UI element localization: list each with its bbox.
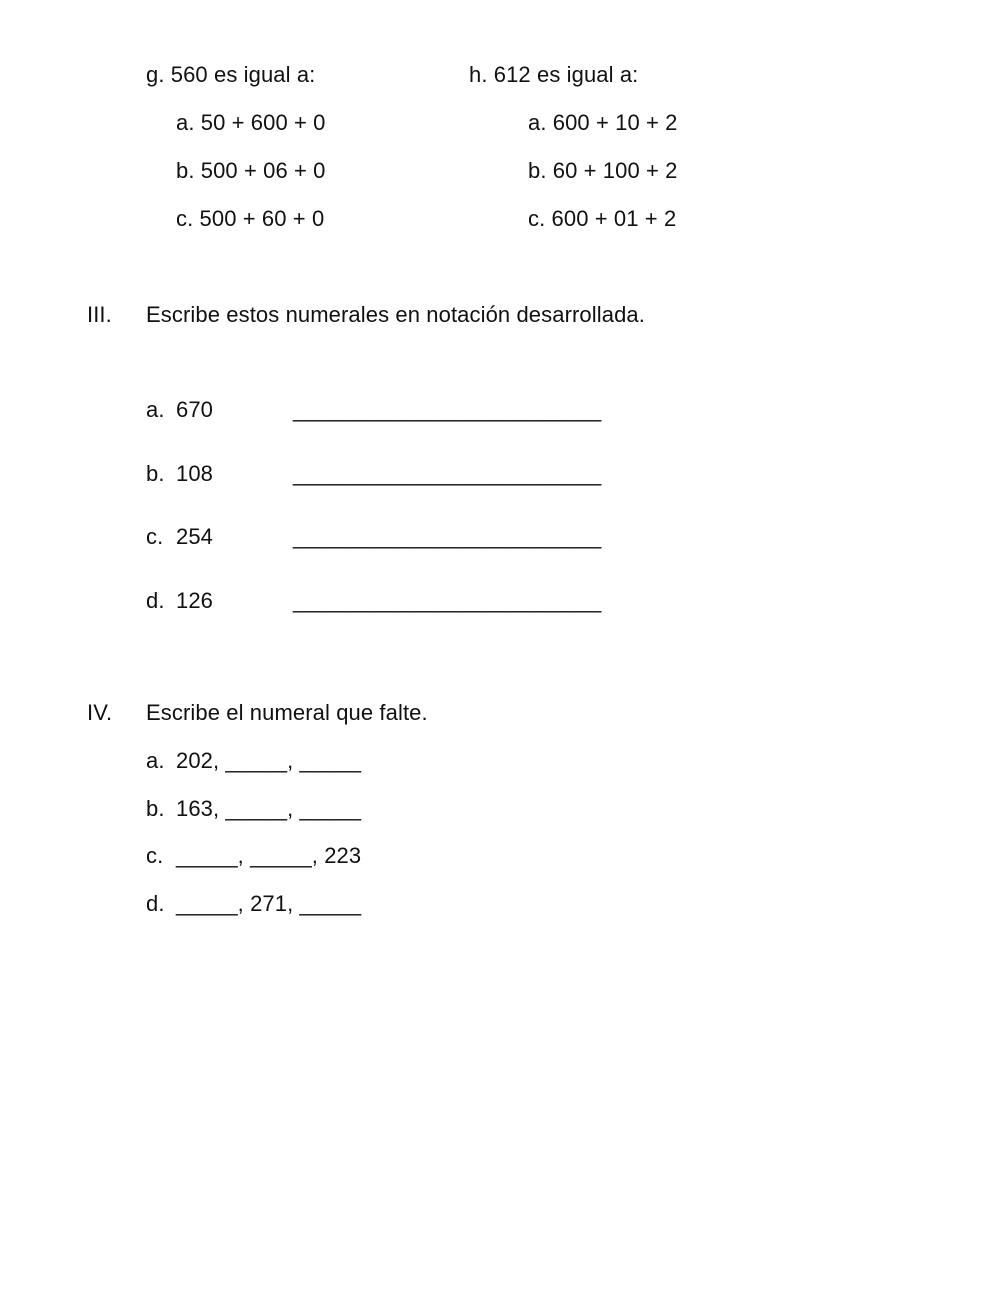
iii-item-b-label: b. bbox=[146, 461, 165, 486]
iv-item-d-label: d. bbox=[146, 891, 165, 916]
iii-item-c-number: 254 bbox=[176, 524, 214, 549]
iv-item-a-label: a. bbox=[146, 748, 165, 773]
iii-item-d-number: 126 bbox=[176, 588, 214, 613]
question-g-option-c: c. 500 + 60 + 0 bbox=[176, 206, 325, 231]
iii-item-b-answer-line: _________________________ bbox=[293, 461, 602, 486]
iv-item-b-label: b. bbox=[146, 796, 165, 821]
iv-item-c-label: c. bbox=[146, 843, 164, 868]
question-g-heading: g. 560 es igual a: bbox=[146, 62, 316, 87]
section-iii-instruction: Escribe estos numerales en notación desarrollada. bbox=[146, 302, 645, 327]
iii-item-c-label: c. bbox=[146, 524, 164, 549]
iv-item-b-sequence: 163, _____, _____ bbox=[176, 796, 362, 821]
iv-item-a-sequence: 202, _____, _____ bbox=[176, 748, 362, 773]
section-iv-numeral: IV. bbox=[87, 700, 113, 725]
question-g-option-a: a. 50 + 600 + 0 bbox=[176, 110, 326, 135]
iii-item-a-answer-line: _________________________ bbox=[293, 397, 602, 422]
section-iv-instruction: Escribe el numeral que falte. bbox=[146, 700, 428, 725]
question-h-option-b: b. 60 + 100 + 2 bbox=[528, 158, 678, 183]
iii-item-d-label: d. bbox=[146, 588, 165, 613]
question-g-option-b: b. 500 + 06 + 0 bbox=[176, 158, 326, 183]
iii-item-a-label: a. bbox=[146, 397, 165, 422]
iii-item-a-number: 670 bbox=[176, 397, 214, 422]
iv-item-c-sequence: _____, _____, 223 bbox=[176, 843, 362, 868]
question-h-option-c: c. 600 + 01 + 2 bbox=[528, 206, 677, 231]
question-h-option-a: a. 600 + 10 + 2 bbox=[528, 110, 678, 135]
question-h-heading: h. 612 es igual a: bbox=[469, 62, 639, 87]
section-iii-numeral: III. bbox=[87, 302, 112, 327]
iii-item-b-number: 108 bbox=[176, 461, 214, 486]
iii-item-c-answer-line: _________________________ bbox=[293, 524, 602, 549]
iii-item-d-answer-line: _________________________ bbox=[293, 588, 602, 613]
iv-item-d-sequence: _____, 271, _____ bbox=[176, 891, 362, 916]
